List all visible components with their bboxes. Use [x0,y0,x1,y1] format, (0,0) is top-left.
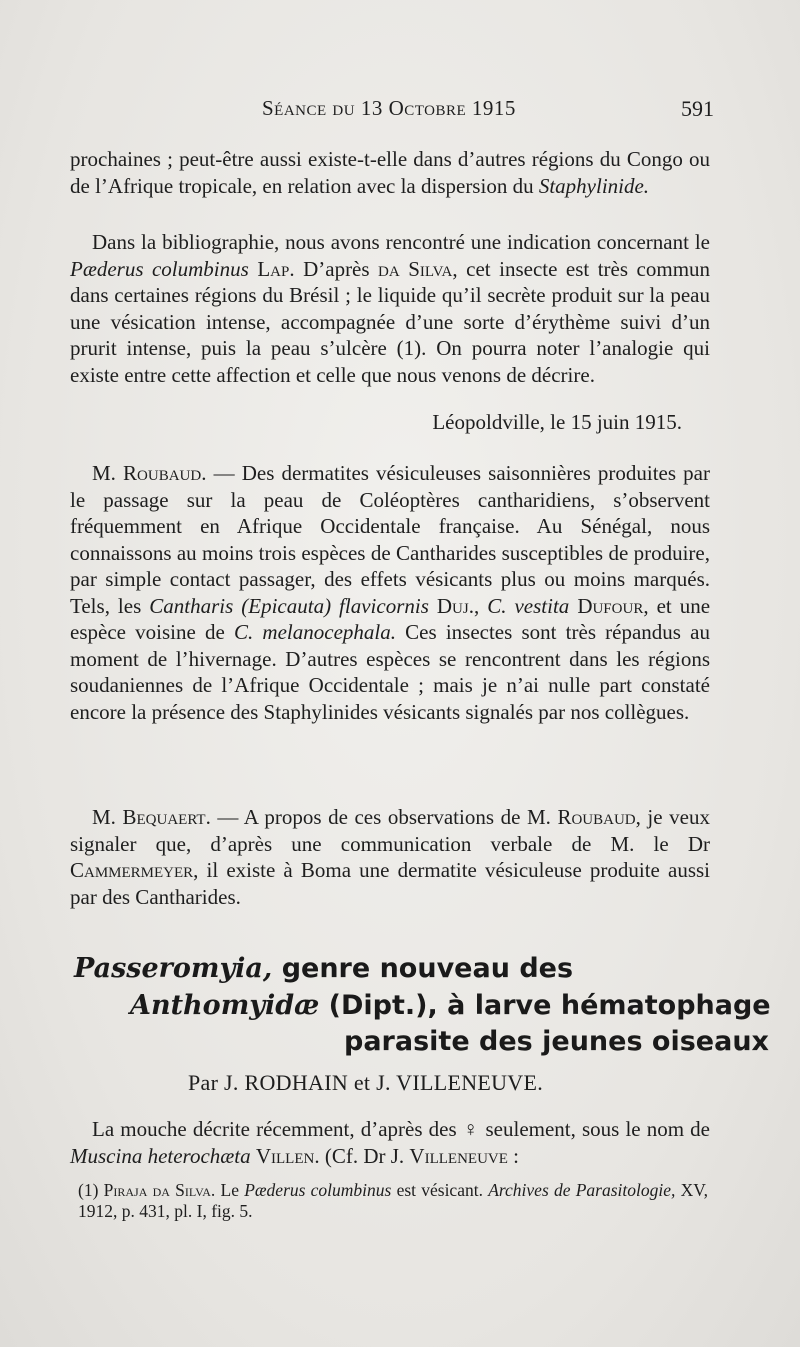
dateline: Léopoldville, le 15 juin 1915. [432,410,682,434]
paragraph-bibliography [70,229,710,388]
author-ref: Roubaud, [557,805,641,829]
text: est vésicant. [391,1180,489,1200]
text: M. [92,805,123,829]
species-name: Muscina heterochæta [70,1143,251,1168]
species-name: Staphylinide. [538,173,650,198]
text: cet insecte est très commun dans certaines régions du Brésil ; le liquide qu’il secrète produit sur la peau une vésication intense, accompagnée d’une sorte d’érythème suivi d’un prurit intense, puis la peau s’ulcère (1). On pourra noter l’analogie qui existe entre cette affection et celle que nous venons de décrire. [70,256,711,387]
text: XV, 1912, p. 431, pl. I, fig. 5. [78,1180,709,1221]
text: — Des dermatites vésiculeuses saisonnières produites par le passage sur la peau de Coléoptères cantharidiens, s’observent fréquemment en Afrique Occidentale française. Au Sénégal, nous connaissons au moins trois espèces de Cantharides susceptibles de produire, par simple contact passager, des effets vésicants plus ou moins marqués. Tels, les [70,461,710,618]
author-abbrev: Dufour, [577,593,649,618]
article-title-line-2 [130,990,771,1021]
family-name: Anthomyidæ [130,990,320,1021]
speaker-name: Roubaud. [123,461,207,485]
paragraph-bequaert [70,804,710,910]
paragraph-article-start [70,1116,710,1169]
author-abbrev: Villen. [255,1143,320,1168]
species-name: C. melanocephala. [233,620,396,644]
text: genre nouveau des [272,953,574,984]
speaker-name: Bequaert. [122,805,211,829]
article-authors: Par J. RODHAIN et J. VILLENEUVE. [188,1070,544,1095]
article-title-line-3: parasite des jeunes oiseaux [344,1026,769,1057]
journal-name: Archives de Parasitologie, [488,1180,676,1200]
page-number: 591 [681,96,714,121]
author-ref: Villeneuve [409,1143,508,1168]
paragraph-roubaud [70,460,710,725]
text: je veux signaler que, d’après une communication verbale de M. le Dr [70,805,710,856]
species-name: Cantharis (Epicauta) flavicornis [149,593,429,618]
article-title-line-1 [74,953,573,984]
species-name: Pæderus columbinus [244,1180,392,1200]
author-ref: da Silva, [378,256,458,281]
text: : [507,1143,519,1168]
running-head [0,96,800,126]
text: Ces insectes sont très répandus au moment de l’hivernage. D’autres espèces se rencontrent dans les régions soudaniennes de l’Afrique Occidentale ; mais je n’ai nulle part constaté encore la présence des Staphylinides vésicants signalés par nos collègues. [70,620,710,724]
text: (Cf. Dr J. [319,1143,410,1168]
text: Le [215,1180,245,1200]
text: Dans la bibliographie, nous avons rencontré une indication concernant le [92,230,710,254]
text: — A propos de ces observations de M. [210,805,558,829]
footnote-marker: (1) [78,1180,104,1200]
author-abbrev: Duj., [436,593,480,618]
text: (Dipt.), à larve hématophage [319,990,771,1021]
running-head-title: Séance du 13 Octobre 1915 [262,96,516,120]
species-name: Pæderus columbinus [70,256,249,281]
author-abbrev: Lap. [257,256,295,281]
text: il existe à Boma une dermatite vésiculeuse produite aussi par des Cantharides. [70,858,710,909]
paragraph-continuation [70,146,710,199]
footnote [78,1180,708,1222]
text: La mouche décrite récemment, d’après des ♀ seulement, sous le nom de [92,1117,710,1141]
author-ref: Piraja da Silva. [103,1180,216,1200]
species-name: C. vestita [487,593,570,618]
author-ref: Cammermeyer, [70,858,199,882]
genus-name: Passeromyia, [74,953,273,984]
text: M. [92,461,124,485]
text: prochaines ; peut-être aussi existe-t-elle dans d’autres régions du Congo ou de l’Afrique tropicale, en relation avec la dispersion du [70,147,710,198]
text: et une espèce voisine de [70,593,711,644]
text: D’après [294,256,379,281]
